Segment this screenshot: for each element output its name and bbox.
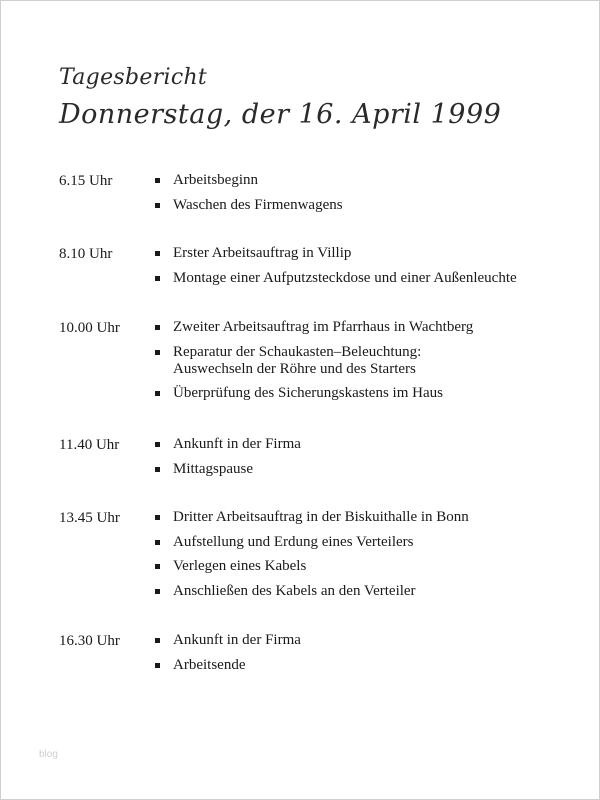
task-text: Dritter Arbeitsauftrag in der Biskuithalle in Bonn bbox=[173, 509, 469, 525]
list-item bbox=[155, 657, 575, 674]
list-item bbox=[155, 583, 575, 600]
task-text: Ankunft in der Firma bbox=[173, 436, 301, 452]
square-bullet-icon bbox=[155, 515, 160, 520]
square-bullet-icon bbox=[155, 203, 160, 208]
entry-time: 8.10 Uhr bbox=[59, 246, 113, 262]
entry-task-list bbox=[155, 436, 575, 485]
square-bullet-icon bbox=[155, 251, 160, 256]
square-bullet-icon bbox=[155, 540, 160, 545]
schedule bbox=[1, 1, 599, 799]
list-item bbox=[155, 172, 575, 189]
list-item bbox=[155, 197, 575, 214]
list-item bbox=[155, 319, 575, 336]
list-item bbox=[155, 632, 575, 649]
square-bullet-icon bbox=[155, 350, 160, 355]
task-text: Arbeitsbeginn bbox=[173, 172, 258, 188]
task-text: Ankunft in der Firma bbox=[173, 632, 301, 648]
task-text: Mittagspause bbox=[173, 460, 253, 477]
square-bullet-icon bbox=[155, 276, 160, 281]
entry-task-list bbox=[155, 245, 575, 294]
entry-time: 16.30 Uhr bbox=[59, 633, 120, 649]
task-text: Arbeitsende bbox=[173, 656, 246, 673]
square-bullet-icon bbox=[155, 325, 160, 330]
square-bullet-icon bbox=[155, 391, 160, 396]
square-bullet-icon bbox=[155, 467, 160, 472]
task-text: Anschließen des Kabels an den Verteiler bbox=[173, 582, 416, 599]
task-text: Erster Arbeitsauftrag in Villip bbox=[173, 245, 352, 261]
square-bullet-icon bbox=[155, 663, 160, 668]
square-bullet-icon bbox=[155, 178, 160, 183]
report-date: Donnerstag, der 16. April 1999 bbox=[59, 99, 502, 130]
task-text: Aufstellung und Erdung eines Verteilers bbox=[173, 533, 414, 550]
entry-task-list bbox=[155, 319, 575, 410]
task-text: Reparatur der Schaukasten–Beleuchtung: Auswechseln der Röhre und des Starters bbox=[173, 343, 422, 377]
square-bullet-icon bbox=[155, 638, 160, 643]
watermark: blog bbox=[39, 749, 58, 760]
task-text: Überprüfung des Sicherungskastens im Haus bbox=[173, 385, 443, 401]
entry-time: 13.45 Uhr bbox=[59, 510, 120, 526]
list-item bbox=[155, 436, 575, 453]
task-text: Montage einer Aufputzsteckdose und einer Außenleuchte bbox=[173, 269, 517, 286]
entry-task-list bbox=[155, 509, 575, 607]
task-text: Waschen des Firmenwagens bbox=[173, 196, 343, 213]
list-item bbox=[155, 344, 575, 378]
task-text: Verlegen eines Kabels bbox=[173, 558, 307, 574]
list-item bbox=[155, 385, 575, 402]
square-bullet-icon bbox=[155, 442, 160, 447]
list-item bbox=[155, 461, 575, 478]
report-title: Tagesbericht bbox=[59, 65, 208, 90]
list-item bbox=[155, 558, 575, 575]
list-item bbox=[155, 509, 575, 526]
entry-time: 6.15 Uhr bbox=[59, 173, 113, 189]
square-bullet-icon bbox=[155, 589, 160, 594]
task-text: Zweiter Arbeitsauftrag im Pfarrhaus in Wachtberg bbox=[173, 319, 474, 335]
list-item bbox=[155, 245, 575, 262]
list-item bbox=[155, 534, 575, 551]
entry-task-list bbox=[155, 172, 575, 221]
entry-time: 11.40 Uhr bbox=[59, 437, 120, 453]
entry-time: 10.00 Uhr bbox=[59, 320, 120, 336]
square-bullet-icon bbox=[155, 564, 160, 569]
entry-task-list bbox=[155, 632, 575, 681]
list-item bbox=[155, 270, 575, 287]
